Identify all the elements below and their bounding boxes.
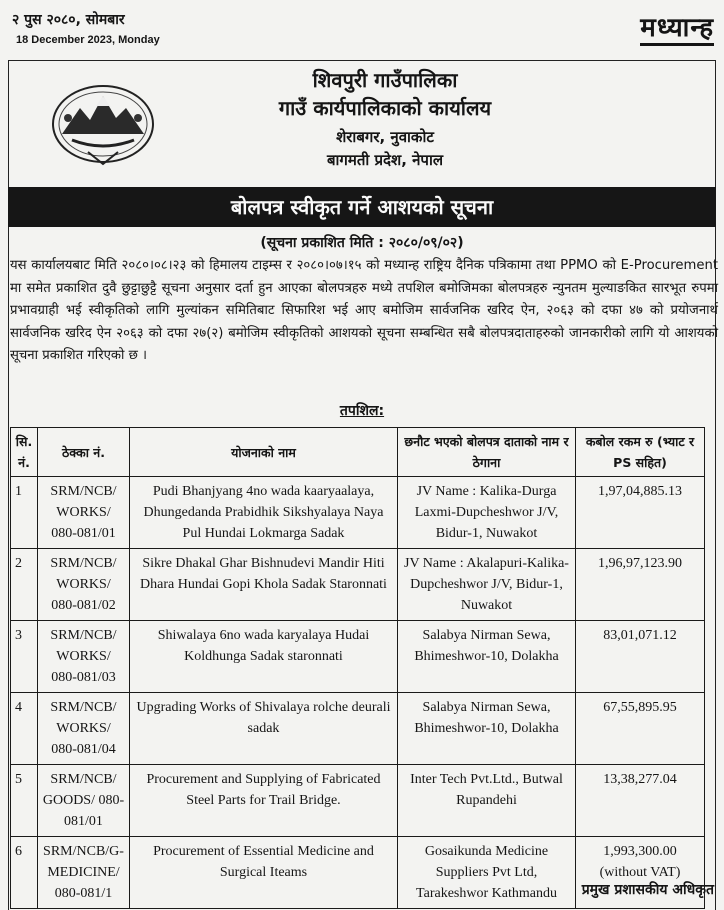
- municipality-name: शिवपुरी गाउँपालिका: [312, 68, 458, 92]
- date-nepali: २ पुस २०८०, सोमबार: [12, 12, 125, 28]
- signatory: प्रमुख प्रशासकीय अधिकृत: [581, 882, 714, 898]
- cell-project-name: Shiwalaya 6no wada karyalaya Hudai Koldhunga Sadak staronnati: [130, 621, 398, 693]
- cell-project-name: Upgrading Works of Shivalaya rolche deurali sadak: [130, 693, 398, 765]
- table-row: [11, 693, 705, 765]
- cell-sn: 1: [11, 477, 38, 549]
- nepal-emblem-icon: [48, 78, 158, 168]
- cell-bidder: JV Name : Kalika-Durga Laxmi-Dupcheshwor J/V, Bidur-1, Nuwakot: [398, 477, 576, 549]
- cell-contract-no: SRM/NCB/ WORKS/ 080-081/03: [38, 621, 130, 693]
- cell-contract-no: SRM/NCB/ WORKS/ 080-081/01: [38, 477, 130, 549]
- published-date: (सूचना प्रकाशित मिति : २०८०/०९/०२): [260, 235, 464, 251]
- cell-sn: 4: [11, 693, 38, 765]
- header-project-name: योजनाको नाम: [130, 428, 398, 477]
- logo-underline: [640, 43, 714, 46]
- header-amount: कबोल रकम रु (भ्याट र PS सहित): [576, 428, 705, 477]
- table-header-row: [11, 428, 705, 477]
- cell-contract-no: SRM/NCB/ WORKS/ 080-081/04: [38, 693, 130, 765]
- table-row: [11, 549, 705, 621]
- cell-contract-no: SRM/NCB/ WORKS/ 080-081/02: [38, 549, 130, 621]
- table-heading: तपशिल:: [339, 403, 385, 419]
- newspaper-logo: [640, 14, 714, 46]
- office-department: गाउँ कार्यपालिकाको कार्यालय: [278, 96, 492, 120]
- office-location: शेराबगर, नुवाकोट: [336, 128, 434, 146]
- cell-project-name: Procurement of Essential Medicine and Surgical Iteams: [130, 837, 398, 909]
- cell-project-name: Sikre Dhakal Ghar Bishnudevi Mandir Hiti Dhara Hundai Gopi Khola Sadak Staronnati: [130, 549, 398, 621]
- header-sn: सि. नं.: [11, 428, 38, 477]
- cell-amount: 67,55,895.95: [576, 693, 705, 765]
- header-contract-no: ठेक्का नं.: [38, 428, 130, 477]
- notice-title: बोलपत्र स्वीकृत गर्ने आशयको सूचना: [8, 187, 716, 227]
- cell-contract-no: SRM/NCB/G-MEDICINE/ 080-081/1: [38, 837, 130, 909]
- bid-table: [10, 427, 705, 909]
- table-row: [11, 477, 705, 549]
- notice-body: यस कार्यालयबाट मिति २०८०।०८।२३ को हिमालय टाइम्स र २०८०।०७।१५ को मध्यान्ह राष्ट्रिय दैनिक पत्रिकामा तथा PPMO को E-Procurement मा समेत प्रकाशित दुवै छुट्टाछुट्टै सूचना अनुसार दर्ता हुन आएका बोलपत्रहरु मध्ये तपशिल बमोजिमका बोलपत्रहरु न्युनतम मुल्याङकित सारभूत रुपमा प्रभावग्राही भई स्वीकृतिको लागि मुल्यांकन समितिबाट सिफारिश भई आए बमोजिम सार्वजनिक खरिद ऐन, २०६३ को दफा ४७ को प्रयोजनार्थ सार्वजनिक खरिद ऐन २०६३ को दफा २७(२) बमोजिम स्वीकृतिको आशयको सूचना सम्बन्धित सबै बोलपत्रदाताहरुको जानकारीको लागि यो आशयको सूचना प्रकाशित गरिएको छ ।: [10, 258, 718, 363]
- cell-bidder: Salabya Nirman Sewa, Bhimeshwor-10, Dolakha: [398, 621, 576, 693]
- cell-bidder: Salabya Nirman Sewa, Bhimeshwor-10, Dolakha: [398, 693, 576, 765]
- cell-sn: 5: [11, 765, 38, 837]
- cell-amount: 1,96,97,123.90: [576, 549, 705, 621]
- table-row: [11, 765, 705, 837]
- cell-project-name: Procurement and Supplying of Fabricated Steel Parts for Trail Bridge.: [130, 765, 398, 837]
- cell-contract-no: SRM/NCB/ GOODS/ 080-081/01: [38, 765, 130, 837]
- office-header: [150, 66, 620, 172]
- cell-amount: 13,38,277.04: [576, 765, 705, 837]
- date-english: 18 December 2023, Monday: [16, 34, 160, 46]
- cell-sn: 6: [11, 837, 38, 909]
- cell-bidder: Gosaikunda Medicine Suppliers Pvt Ltd, Tarakeshwor Kathmandu: [398, 837, 576, 909]
- newspaper-name: मध्यान्ह: [640, 13, 714, 43]
- cell-amount: 1,97,04,885.13: [576, 477, 705, 549]
- cell-sn: 3: [11, 621, 38, 693]
- table-row: [11, 621, 705, 693]
- cell-sn: 2: [11, 549, 38, 621]
- cell-bidder: JV Name : Akalapuri-Kalika-Dupcheshwor J/V, Bidur-1, Nuwakot: [398, 549, 576, 621]
- cell-amount: 83,01,071.12: [576, 621, 705, 693]
- office-province: बागमती प्रदेश, नेपाल: [326, 151, 444, 169]
- header-bidder: छनौट भएको बोलपत्र दाताको नाम र ठेगाना: [398, 428, 576, 477]
- cell-bidder: Inter Tech Pvt.Ltd., Butwal Rupandehi: [398, 765, 576, 837]
- cell-amount: 1,993,300.00 (without VAT): [576, 837, 705, 909]
- cell-project-name: Pudi Bhanjyang 4no wada kaaryaalaya, Dhungedanda Prabidhik Sikshyalaya Naya Pul Hundai Lokmarga Sadak: [130, 477, 398, 549]
- masthead: [0, 0, 724, 58]
